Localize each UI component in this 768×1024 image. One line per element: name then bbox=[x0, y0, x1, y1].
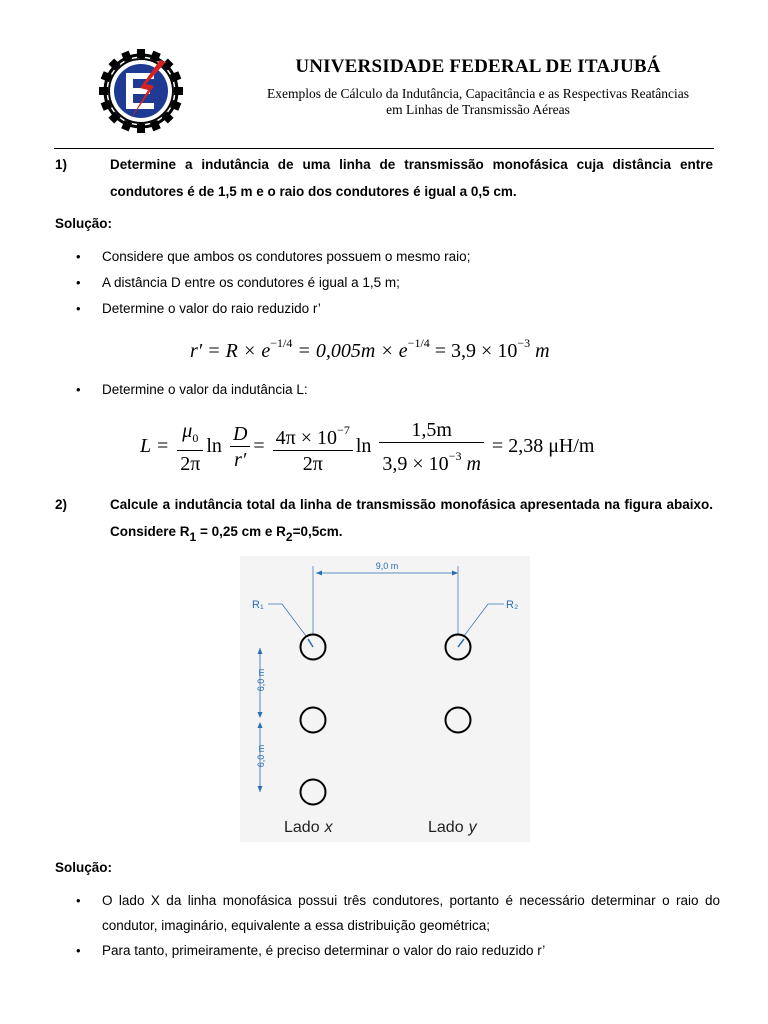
dimension-label-horizontal: 9,0 m bbox=[375, 561, 399, 571]
solution-1-bullets bbox=[55, 244, 715, 322]
equation-inductance: L = $\frac{\mu_0}{2\pi}$ ln $\frac{D}{r'}$ = $\frac{4\pi \times 10^{-7}}{2\pi}$ ln $\frac{1,5m}{3,9 \times 10^{-3} m}$ = 2,38 μH/m bbox=[140, 419, 595, 475]
list-item: • O lado X da linha monofásica possui três condutores, portanto é necessário determinar o raio do condutor, imaginário, equivalente a essa distribuição geométrica; bbox=[55, 888, 720, 938]
side-x-label: Lado x bbox=[284, 819, 333, 836]
question-2-text: Calcule a indutância total da linha de transmissão monofásica apresentada na figura abaixo. Considere R1 = 0,25 cm e R2=0,5cm. bbox=[110, 497, 713, 544]
solution-1-label: Solução: bbox=[55, 216, 113, 231]
list-item: • Determine o valor do raio reduzido r’ bbox=[55, 296, 715, 322]
document-subtitle: Exemplos de Cálculo da Indutância, Capacitância e as Respectivas Reatâncias em Linhas de Transmissão Aéreas bbox=[266, 86, 690, 117]
r1-label: R₁ bbox=[252, 599, 264, 611]
question-1-text: Determine a indutância de uma linha de transmissão monofásica cuja distância entre condutores é de 1,5 m e o raio dos condutores é igual a 0,5 cm. bbox=[110, 157, 713, 199]
list-item: • Para tanto, primeiramente, é preciso determinar o valor do raio reduzido r’ bbox=[55, 938, 720, 963]
solution-2-label: Solução: bbox=[55, 860, 113, 875]
list-item: • A distância D entre os condutores é igual a 1,5 m; bbox=[55, 270, 715, 296]
list-item: • Considere que ambos os condutores possuem o mesmo raio; bbox=[55, 244, 715, 270]
question-1-number: 1) bbox=[55, 157, 68, 172]
dimension-label-vertical-top: 6,0 m bbox=[256, 668, 266, 692]
equation-reduced-radius: $r' = R \times e^{-1/4} = 0,005m \times e^{-1/4} = 3,9 \times 10^{-3}$ m bbox=[190, 336, 550, 362]
fraction-d-over-r: $\frac{D}{r'}$ bbox=[230, 422, 250, 473]
side-y-label: Lado y bbox=[428, 819, 477, 836]
university-name: UNIVERSIDADE FEDERAL DE ITAJUBÁ bbox=[295, 56, 661, 77]
question-2-number: 2) bbox=[55, 497, 68, 512]
university-logo bbox=[96, 46, 186, 136]
list-item: • Determine o valor da indutância L: bbox=[55, 377, 715, 403]
fraction-mu0-value: $\frac{4\pi \times 10^{-7}}{2\pi}$ bbox=[273, 418, 353, 477]
solution-2-bullets bbox=[55, 888, 720, 963]
r2-label: R₂ bbox=[506, 599, 519, 611]
solution-1-bullet-inductance bbox=[55, 377, 715, 403]
fraction-mu-over-2pi: $\frac{\mu_0}{2\pi}$ bbox=[177, 419, 203, 477]
fraction-d-over-r-value: $\frac{1,5m}{3,9 \times 10^{-3} m}$ bbox=[379, 418, 484, 477]
figure-background bbox=[240, 556, 530, 842]
header-divider bbox=[54, 148, 714, 149]
dimension-label-vertical-bottom: 6,0 m bbox=[256, 744, 266, 768]
conductor-arrangement-figure bbox=[240, 556, 530, 842]
